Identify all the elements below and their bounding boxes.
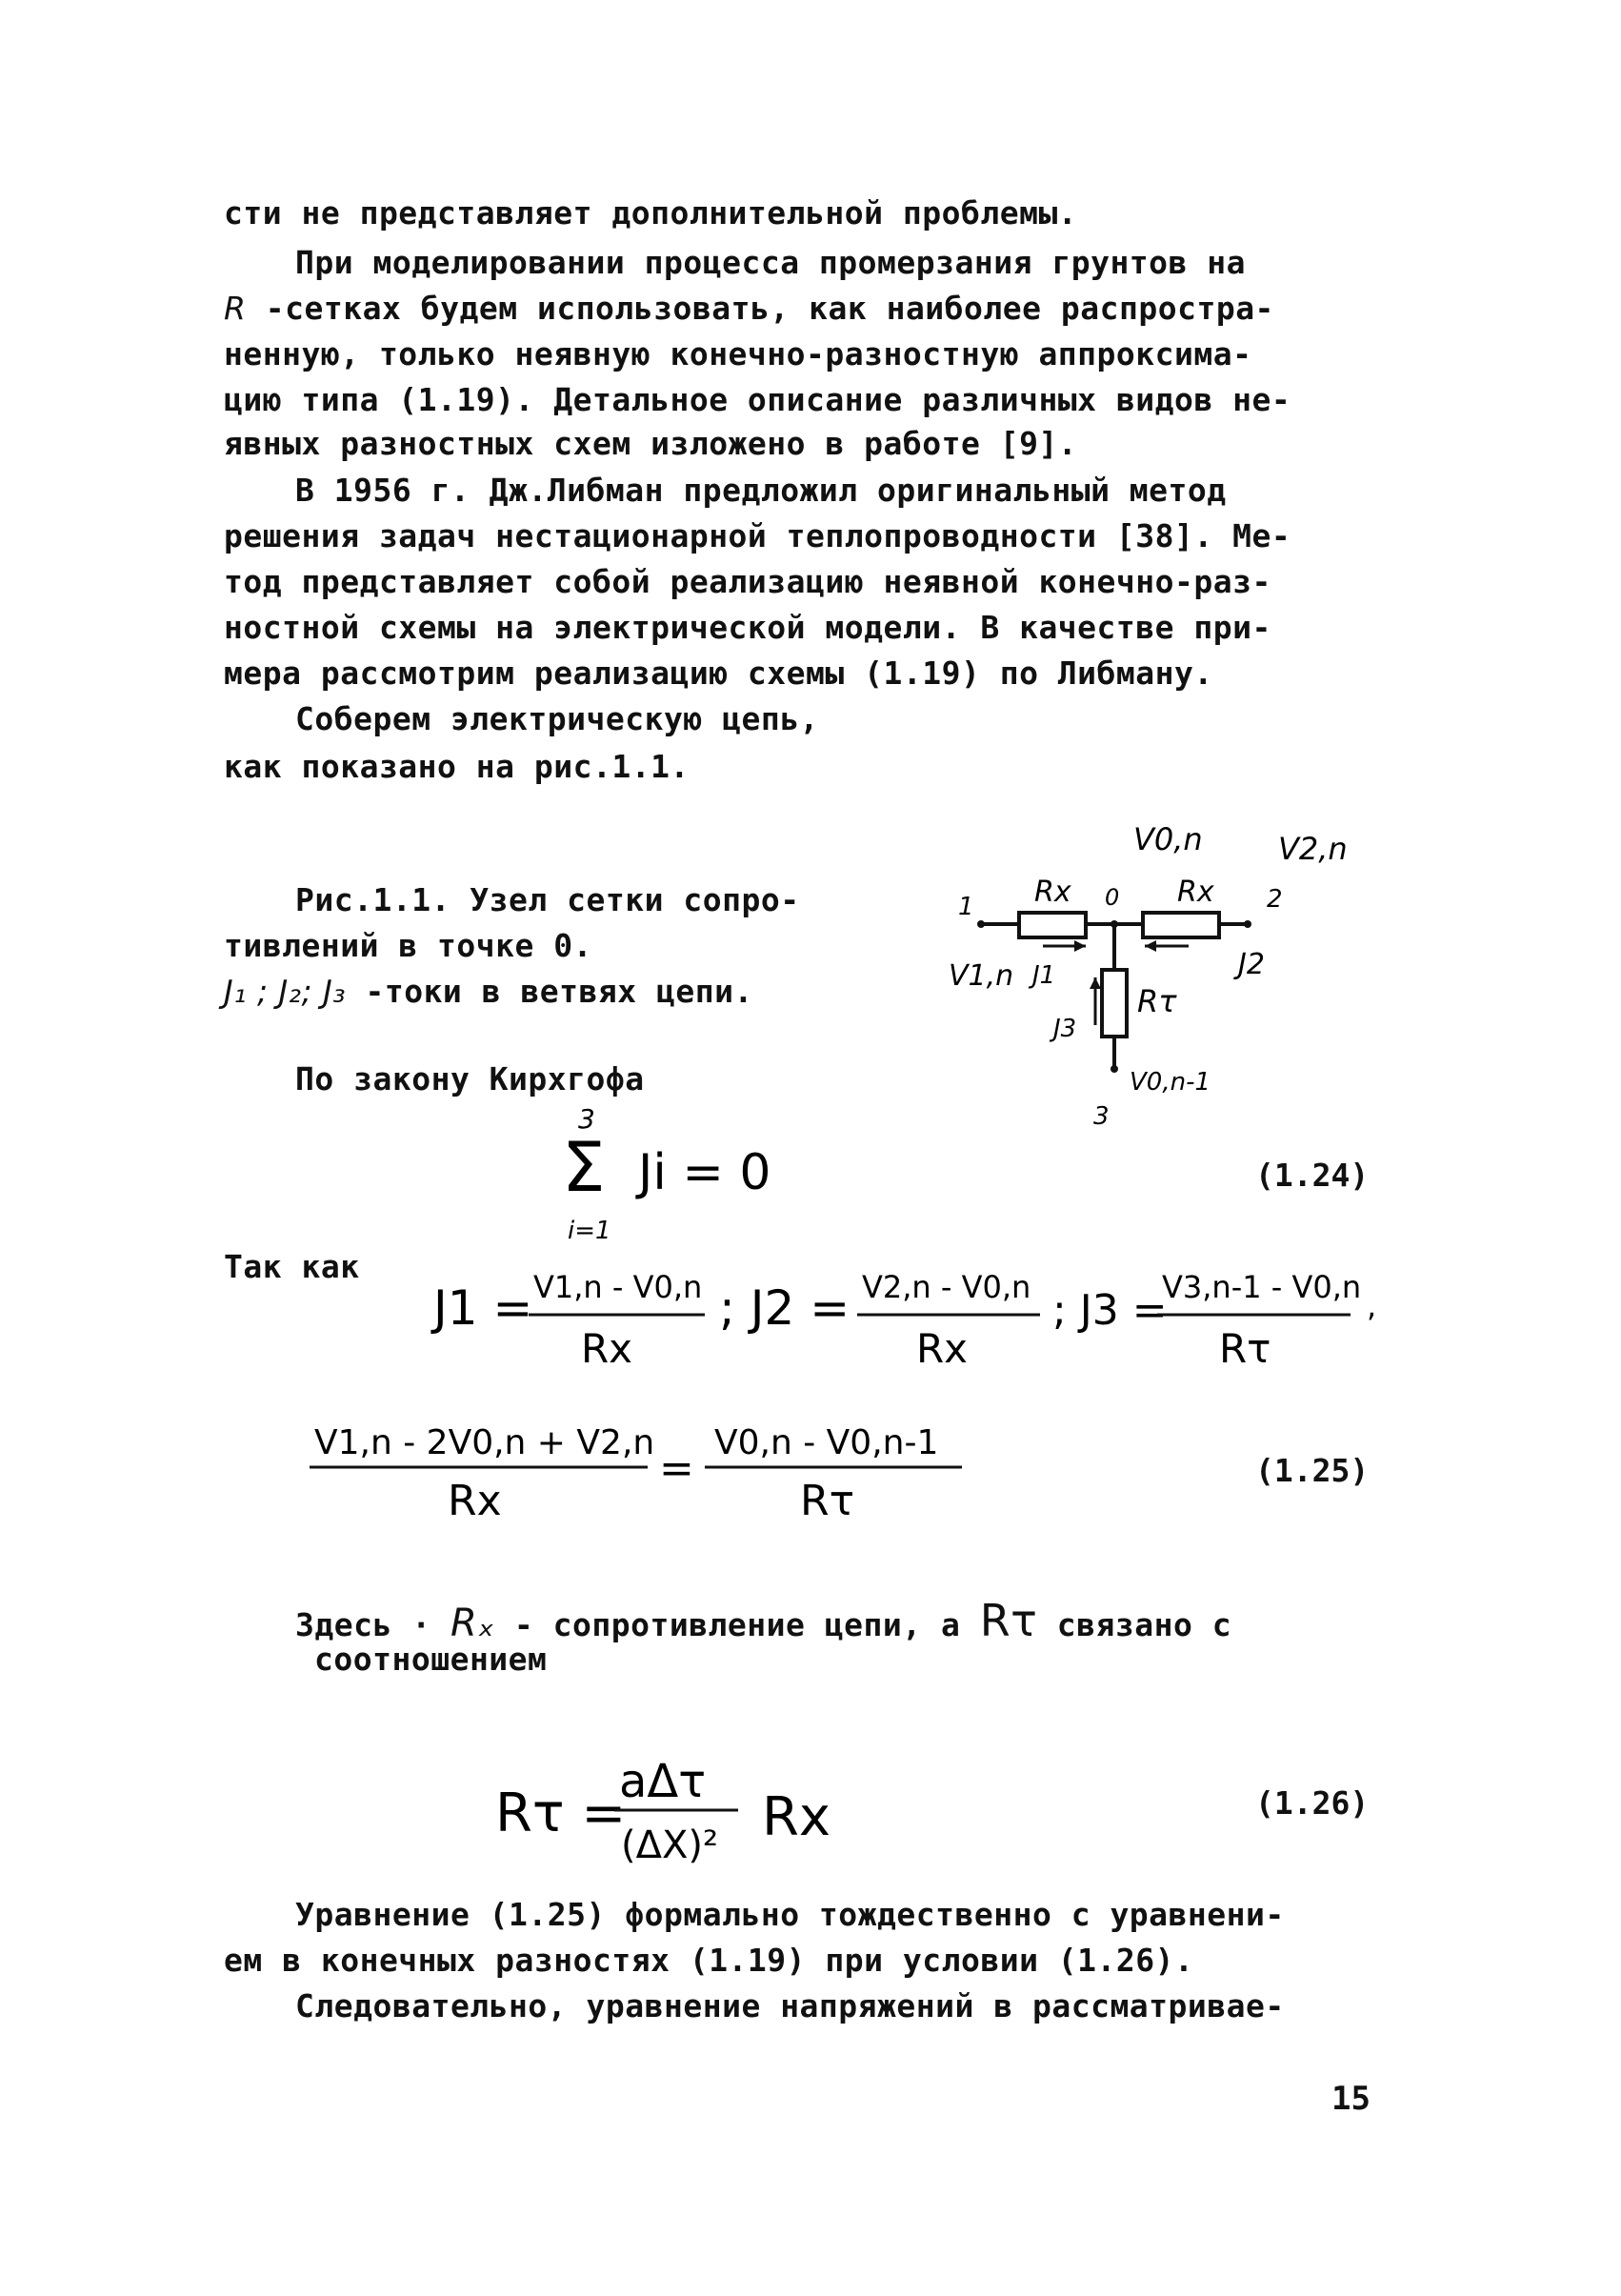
text-span: Здесь · bbox=[295, 1606, 431, 1643]
label-rx-right: Rx bbox=[1177, 876, 1214, 909]
text-line: Следовательно, уравнение напряжений в рассматривае- bbox=[295, 1987, 1285, 2024]
text-line: мера рассмотрим реализацию схемы (1.19) по Либману. bbox=[224, 655, 1213, 692]
label-j1: J1 bbox=[1032, 961, 1056, 990]
label-v2n: V2,n bbox=[1278, 831, 1348, 867]
text-line: как показано на рис.1.1. bbox=[224, 748, 690, 785]
text-line: соотношением bbox=[314, 1641, 548, 1678]
j1-lhs: J1 = bbox=[433, 1280, 533, 1336]
page-number: 15 bbox=[1331, 2080, 1371, 2118]
resistor-rx-left bbox=[1019, 913, 1086, 937]
equation-number: (1.25) bbox=[1255, 1452, 1370, 1489]
currents-symbols: J₁ ; J₂; J₃ bbox=[224, 973, 347, 1010]
terminal-2 bbox=[1244, 920, 1251, 928]
r-symbol: R bbox=[224, 290, 247, 327]
resistor-rt bbox=[1102, 970, 1127, 1037]
currents-intro: Так как bbox=[224, 1248, 360, 1285]
text-line: решения задач нестационарной теплопроводности [38]. Ме- bbox=[224, 517, 1291, 554]
text-line: ем в конечных разностях (1.19) при условии (1.26). bbox=[224, 1942, 1194, 1979]
j1-denominator: Rx bbox=[581, 1325, 633, 1372]
text-line: Уравнение (1.25) формально тождественно с уравнени- bbox=[295, 1896, 1285, 1933]
circuit-diagram bbox=[943, 810, 1391, 1134]
sum-upper-limit: 3 bbox=[578, 1103, 595, 1135]
label-node-0: 0 bbox=[1105, 884, 1120, 911]
rt-symbol: Rτ bbox=[979, 1595, 1038, 1646]
label-j3: J3 bbox=[1053, 1015, 1077, 1043]
j2-numerator: V2,n - V0,n bbox=[862, 1269, 1031, 1305]
terminal-3 bbox=[1111, 1065, 1118, 1073]
text-line: ностной схемы на электрической модели. В качестве при- bbox=[224, 609, 1271, 646]
text-line: сти не представляет дополнительной проблемы. bbox=[224, 194, 1078, 232]
eq126-rhs: Rx bbox=[762, 1786, 831, 1848]
resistor-rx-right bbox=[1143, 913, 1219, 937]
currents-equations bbox=[429, 1248, 1400, 1391]
eq125-equals: = bbox=[659, 1444, 694, 1493]
j1-numerator: V1,n - V0,n bbox=[533, 1269, 703, 1305]
label-v0n: V0,n bbox=[1133, 821, 1203, 857]
equation-number: (1.26) bbox=[1255, 1784, 1370, 1822]
label-v0n1: V0,n-1 bbox=[1130, 1068, 1211, 1097]
sigma-symbol: Σ bbox=[562, 1127, 606, 1207]
text-line bbox=[224, 290, 1274, 327]
arrow-j1-head bbox=[1074, 940, 1086, 952]
label-node-2: 2 bbox=[1267, 885, 1283, 914]
equation-number: (1.24) bbox=[1255, 1157, 1370, 1194]
eq125-rhs-numerator: V0,n - V0,n-1 bbox=[714, 1423, 939, 1462]
eq125-lhs-denominator: Rx bbox=[448, 1477, 502, 1525]
eq125-rhs-denominator: Rτ bbox=[800, 1477, 855, 1525]
comma: , bbox=[1367, 1288, 1377, 1324]
eq126-numerator: aΔτ bbox=[619, 1755, 707, 1808]
text-span: -сетках будем использовать, как наиболее распростра- bbox=[246, 290, 1274, 327]
text-line: В 1956 г. Дж.Либман предложил оригинальный метод bbox=[295, 472, 1227, 509]
figure-caption: тивлений в точке 0. bbox=[224, 927, 592, 964]
eq126-denominator: (ΔX)² bbox=[621, 1823, 719, 1867]
terminal-1 bbox=[977, 920, 985, 928]
equation-1-24 bbox=[552, 1094, 857, 1256]
text-line: При моделировании процесса промерзания грунтов на bbox=[295, 244, 1247, 281]
equation-1-25 bbox=[305, 1408, 991, 1541]
figure-caption bbox=[224, 973, 753, 1010]
kirchhoff-intro: По закону Кирхгофа bbox=[295, 1060, 645, 1098]
label-rx-left: Rx bbox=[1034, 876, 1071, 909]
text-line: ненную, только неявную конечно-разностную аппроксима- bbox=[224, 335, 1252, 373]
text-line bbox=[295, 1595, 1231, 1646]
arrow-j2-head bbox=[1145, 940, 1156, 952]
label-j2: J2 bbox=[1238, 948, 1265, 981]
text-span: - сопротивление цепи, а bbox=[513, 1606, 961, 1643]
text-line: Соберем электрическую цепь, bbox=[295, 700, 819, 737]
figure-caption: Рис.1.1. Узел сетки сопро- bbox=[295, 881, 800, 918]
j3-numerator: V3,n-1 - V0,n bbox=[1162, 1269, 1362, 1305]
label-node-1: 1 bbox=[958, 893, 974, 921]
sum-lower-limit: i=1 bbox=[568, 1217, 611, 1245]
text-line: тод представляет собой реализацию неявной конечно-раз- bbox=[224, 563, 1271, 600]
label-node-3: 3 bbox=[1093, 1102, 1110, 1131]
text-span: -токи в ветвях цепи. bbox=[346, 973, 753, 1010]
j2-lhs: ; J2 = bbox=[719, 1280, 851, 1336]
eq126-lhs: Rτ = bbox=[495, 1782, 627, 1844]
j3-denominator: Rτ bbox=[1219, 1325, 1271, 1372]
j2-denominator: Rx bbox=[916, 1325, 969, 1372]
text-line: явных разностных схем изложено в работе [9]. bbox=[224, 425, 1078, 462]
arrow-j3-head bbox=[1090, 977, 1101, 989]
rx-symbol: Rₓ bbox=[450, 1601, 495, 1645]
equation-1-26 bbox=[486, 1736, 886, 1879]
j3-lhs: ; J3 = bbox=[1052, 1286, 1168, 1335]
text-line: цию типа (1.19). Детальное описание различных видов не- bbox=[224, 381, 1291, 418]
eq125-lhs-numerator: V1,n - 2V0,n + V2,n bbox=[314, 1423, 655, 1462]
sum-body: Ji = 0 bbox=[638, 1144, 771, 1201]
label-rt: Rτ bbox=[1137, 983, 1177, 1019]
label-v1n: V1,n bbox=[949, 959, 1014, 993]
text-span: связано с bbox=[1056, 1606, 1232, 1643]
